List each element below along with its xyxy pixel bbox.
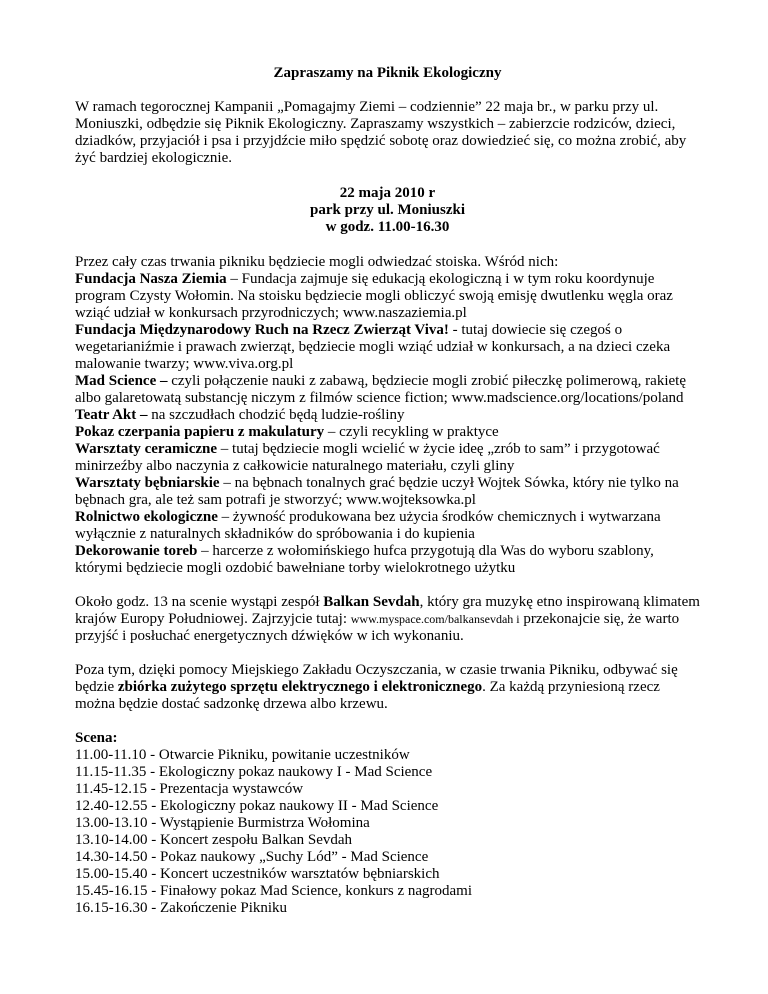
intro-paragraph: W ramach tegorocznej Kampanii „Pomagajmy Ziemi – codziennie” 22 maja br., w parku przy ul. Moniuszki, odbędzie się Piknik Ekologiczny. Zapraszamy wszystkich – zabierzcie rodziców, dzieci, dziadków, przyjaciół i psa i przyjdźcie miło spędzić sobotę oraz dowiedzieć się, co można zrobić, aby żyć bardziej ekologicznie. (75, 99, 687, 166)
stand-name: Teatr Akt – (75, 407, 148, 423)
schedule-item: 14.30-14.50 - Pokaz naukowy „Suchy Lód” - Mad Science (75, 849, 429, 865)
schedule-item: 15.00-15.40 - Koncert uczestników warsztatów bębniarskich (75, 866, 440, 882)
stand-description: – harcerze z wołomińskiego hufca przygotują dla Was do wyboru szablony, którymi będziecie mogli ozdobić bawełniane torby wielokrotnego użytku (75, 543, 654, 576)
concert-text-end: przekonajcie się, że warto przyjść i posłuchać energetycznych dźwięków w ich wykonaniu. (75, 611, 680, 644)
stand-item (75, 424, 700, 441)
document-title: Zapraszamy na Piknik Ekologiczny (273, 65, 502, 81)
event-hours: w godz. 11.00-16.30 (325, 219, 450, 235)
stand-name: Mad Science – (75, 373, 168, 389)
stands-intro: Przez cały czas trwania pikniku będziecie mogli odwiedzać stoiska. Wśród nich: (75, 254, 559, 270)
collection-paragraph (75, 662, 700, 713)
stand-description: – żywność produkowana bez użycia środków chemicznych i wytwarzana wyłącznie z naturalnych składników do spróbowania i do kupienia (75, 509, 661, 542)
event-place: park przy ul. Moniuszki (309, 202, 466, 218)
stand-description: – Fundacja zajmuje się edukacją ekologiczną i w tym roku koordynuje program Czysty Wołomin. Na stoisku będziecie mogli obliczyć swoją emisję dwutlenku węgla oraz wziąć udział w konkursach przyrodniczych; www.naszaziemia.pl (75, 271, 673, 321)
collection-text-after: . Za każdą przyniesioną rzecz można będzie dostać sadzonkę drzewa albo krzewu. (75, 679, 660, 712)
schedule-item: 12.40-12.55 - Ekologiczny pokaz naukowy II - Mad Science (75, 798, 439, 814)
stand-name: Rolnictwo ekologiczne (75, 509, 218, 525)
concert-text-after: , który gra muzykę etno inspirowaną klimatem krajów Europy Południowej. Zajrzyjcie tutaj: (75, 594, 700, 627)
concert-paragraph (75, 594, 700, 645)
band-name: Balkan Sevdah (323, 594, 420, 610)
schedule-item: 11.00-11.10 - Otwarcie Pikniku, powitanie uczestników (75, 747, 410, 763)
stand-item (75, 322, 700, 373)
stand-item (75, 271, 700, 322)
schedule-item: 11.15-11.35 - Ekologiczny pokaz naukowy I - Mad Science (75, 764, 433, 780)
stand-item (75, 441, 700, 475)
stand-name: Pokaz czerpania papieru z makulatury (75, 424, 325, 440)
schedule-item: 13.10-14.00 - Koncert zespołu Balkan Sevdah (75, 832, 353, 848)
schedule-item: 13.00-13.10 - Wystąpienie Burmistrza Wołomina (75, 815, 370, 831)
event-info (75, 185, 700, 236)
concert-text-before: Około godz. 13 na scenie wystąpi zespół (75, 594, 324, 610)
stage-schedule (75, 730, 700, 917)
schedule-item: 15.45-16.15 - Finałowy pokaz Mad Science, konkurs z nagrodami (75, 883, 472, 899)
stand-description: – czyli recykling w praktyce (324, 424, 499, 440)
stand-name: Fundacja Nasza Ziemia (75, 271, 227, 287)
document-page (75, 65, 700, 917)
event-date: 22 maja 2010 r (339, 185, 436, 201)
collection-text-before: Poza tym, dzięki pomocy Miejskiego Zakładu Oczyszczania, w czasie trwania Pikniku, odbywać się będzie (75, 662, 678, 695)
stand-item (75, 475, 700, 509)
stand-name: Warsztaty ceramiczne (75, 441, 218, 457)
stand-description: na szczudłach chodzić będą ludzie-rośliny (147, 407, 405, 423)
schedule-item: 11.45-12.15 - Prezentacja wystawców (75, 781, 304, 797)
stand-description: - tutaj dowiecie się czegoś o wegetarianiźmie i prawach zwierząt, będziecie mogli wziąć udział w konkursach, a na dzieci czeka malowanie twarzy; www.viva.org.pl (75, 322, 671, 372)
stand-item (75, 543, 700, 577)
stands-list (75, 271, 700, 577)
collection-highlight: zbiórka zużytego sprzętu elektrycznego i elektronicznego (117, 679, 483, 695)
stand-name: Dekorowanie toreb (75, 543, 198, 559)
stand-description: – na bębnach tonalnych grać będzie uczył Wojtek Sówka, który nie tylko na bębnach gra, ale też sam potrafi je stworzyć; www.wojteksowka.pl (75, 475, 679, 508)
stand-description: – tutaj będziecie mogli wcielić w życie ideę „zrób to sam” i przygotować minirzeźby albo naczynia z całkowicie naturalnego materiału, czyli gliny (75, 441, 660, 474)
stand-item (75, 509, 700, 543)
schedule-title: Scena: (75, 730, 118, 746)
stand-name: Fundacja Międzynarodowy Ruch na Rzecz Zwierząt Viva! (75, 322, 449, 338)
stand-item (75, 407, 700, 424)
myspace-link: www.myspace.com/balkansevdah i (350, 612, 520, 626)
schedule-item: 16.15-16.30 - Zakończenie Pikniku (75, 900, 288, 916)
stand-name: Warsztaty bębniarskie (75, 475, 220, 491)
stand-description: czyli połączenie nauki z zabawą, będziecie mogli zrobić piłeczkę polimerową, rakietę albo galaretowatą substancję niczym z filmów science fiction; www.madscience.org/locations/poland (75, 373, 686, 406)
stand-item (75, 373, 700, 407)
